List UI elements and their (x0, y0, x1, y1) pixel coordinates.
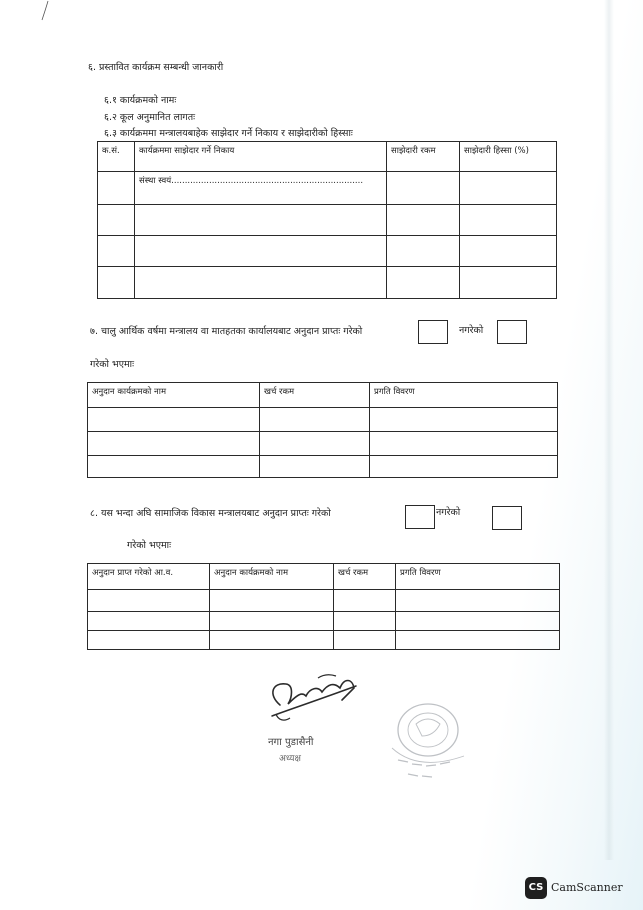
table-cell[interactable] (260, 432, 370, 456)
table-cell[interactable] (387, 267, 460, 299)
table-header: अनुदान कार्यक्रमको नाम (88, 383, 260, 408)
table-cell[interactable] (387, 172, 460, 205)
table-cell[interactable] (370, 408, 558, 432)
scan-shadow (604, 0, 614, 860)
table-cell[interactable] (370, 432, 558, 456)
table-cell[interactable] (396, 631, 560, 650)
prior-received-checkbox[interactable] (405, 505, 435, 529)
not-received-label: नगरेको (459, 325, 484, 336)
table-header: खर्च रकम (260, 383, 370, 408)
table-header: प्रगति विवरण (370, 383, 558, 408)
grant-table-current (87, 382, 558, 478)
table-cell[interactable] (88, 612, 210, 631)
table-header: कार्यक्रममा साझेदार गर्ने निकाय (135, 142, 387, 172)
table-cell[interactable] (210, 590, 334, 612)
table-header: साझेदारी हिस्सा (%) (460, 142, 557, 172)
prior-if-received-label: गरेको भएमाः (127, 540, 172, 551)
estimated-cost-label: ६.२ कूल अनुमानित लागतः (104, 112, 196, 123)
table-header: प्रगति विवरण (396, 564, 560, 590)
table-cell[interactable] (460, 267, 557, 299)
table-cell[interactable] (460, 205, 557, 236)
table-cell[interactable] (135, 205, 387, 236)
table-cell[interactable] (210, 631, 334, 650)
prior-not-received-label: नगरेको (436, 507, 461, 518)
table-cell[interactable] (460, 172, 557, 205)
table-cell[interactable] (98, 172, 135, 205)
section7-question: ७. चालु आर्थिक वर्षमा मन्त्रालय वा मातहतका कार्यालयबाट अनुदान प्राप्तः गरेको (90, 326, 363, 337)
office-stamp (378, 690, 478, 782)
not-received-checkbox[interactable] (497, 320, 527, 344)
table-cell[interactable] (88, 631, 210, 650)
pen-mark (38, 0, 52, 24)
table-header: खर्च रकम (334, 564, 396, 590)
section8-question: ८. यस भन्दा अघि सामाजिक विकास मन्त्रालयबाट अनुदान प्राप्तः गरेको (90, 508, 331, 519)
section6-heading: ६. प्रस्तावित कार्यक्रम सम्बन्धी जानकारी (88, 62, 224, 73)
table-cell[interactable] (334, 590, 396, 612)
camscanner-logo-icon: CS (525, 877, 547, 899)
table-cell[interactable] (98, 205, 135, 236)
table-cell[interactable] (88, 408, 260, 432)
table-cell[interactable] (98, 236, 135, 267)
table-cell[interactable] (387, 236, 460, 267)
table-cell[interactable] (135, 267, 387, 299)
grant-table-prior (87, 563, 560, 650)
table-header: साझेदारी रकम (387, 142, 460, 172)
signer-name: नगा पुडासैनी (268, 737, 314, 748)
table-cell[interactable] (334, 631, 396, 650)
program-name-label: ६.१ कार्यक्रमको नामः (104, 95, 177, 106)
table-cell[interactable] (334, 612, 396, 631)
table-cell[interactable] (260, 456, 370, 478)
table-cell[interactable] (210, 612, 334, 631)
table-header: अनुदान प्राप्त गरेको आ.व. (88, 564, 210, 590)
table-cell[interactable] (135, 236, 387, 267)
received-checkbox[interactable] (418, 320, 448, 344)
partner-org-label: ६.३ कार्यक्रममा मन्त्रालयबाहेक साझेदार गर्ने निकाय र साझेदारीको हिस्साः (104, 128, 353, 139)
if-received-label: गरेको भएमाः (90, 359, 135, 370)
table-cell[interactable] (88, 590, 210, 612)
table-cell[interactable] (370, 456, 558, 478)
signer-title: अध्यक्ष (279, 754, 301, 764)
table-cell[interactable] (88, 456, 260, 478)
camscanner-brand: CamScanner (551, 881, 623, 894)
prior-not-received-checkbox[interactable] (492, 506, 522, 530)
table-cell[interactable] (260, 408, 370, 432)
table-cell[interactable] (460, 236, 557, 267)
table-cell[interactable] (396, 612, 560, 631)
table-cell[interactable] (88, 432, 260, 456)
table-cell[interactable] (387, 205, 460, 236)
self-org-entry: संस्था स्वयं....................................................................... (139, 176, 364, 186)
table-cell[interactable] (98, 267, 135, 299)
partner-table (97, 141, 557, 299)
table-header: क.सं. (98, 142, 135, 172)
table-cell[interactable] (396, 590, 560, 612)
signature-scribble (258, 670, 368, 732)
table-cell[interactable] (135, 172, 387, 205)
table-header: अनुदान कार्यक्रमको नाम (210, 564, 334, 590)
